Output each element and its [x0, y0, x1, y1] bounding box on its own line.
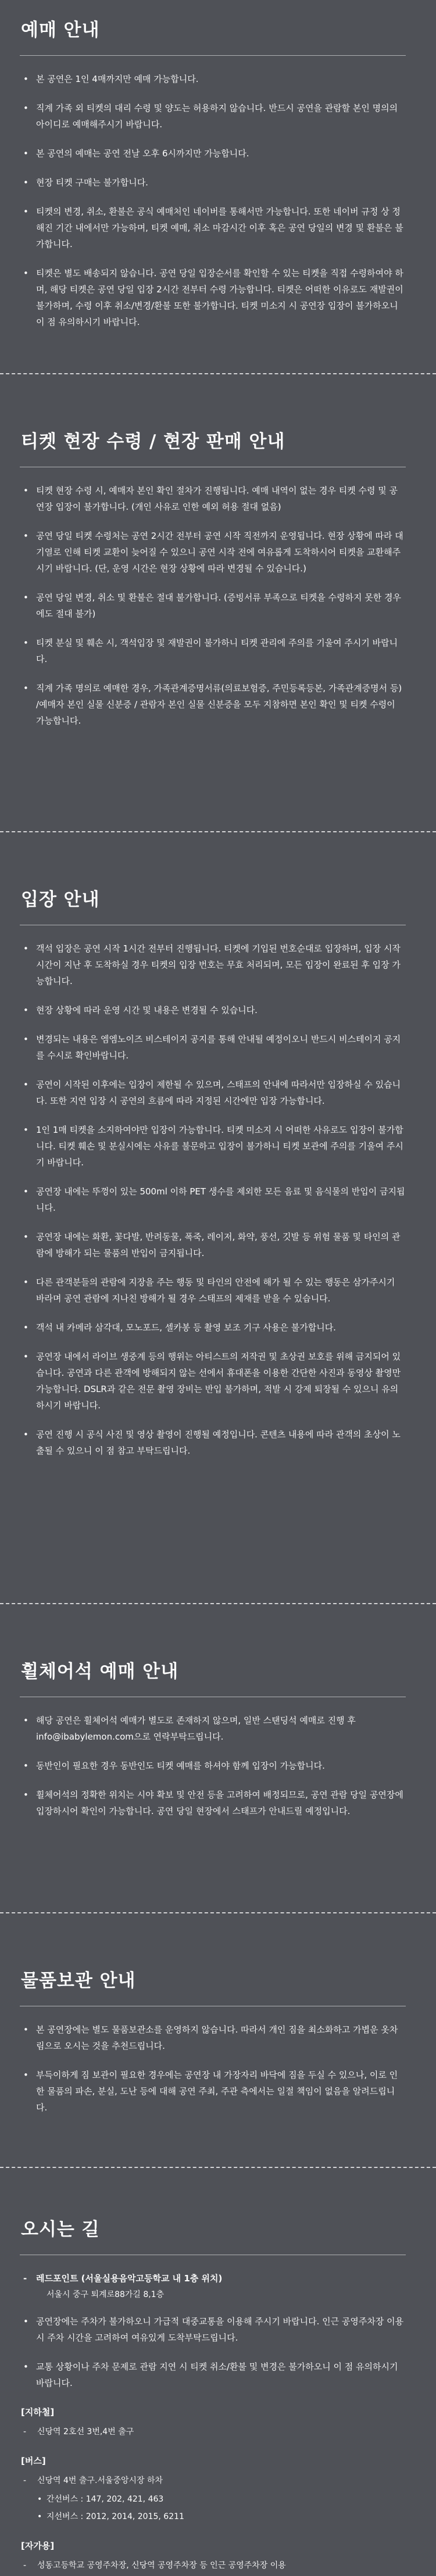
section-divider [0, 2167, 436, 2168]
list-item: • 객석 입장은 공연 시작 1시간 전부터 진행됩니다. 티켓에 기입된 번호순대로 입장하며, 입장 시작 시간이 지난 후 도착하실 경우 티켓의 입장 번호는 무효 처리되며, 모든 입장이 완료된 후 입장 가능합니다. [23, 943, 401, 987]
directions-title: 오시는 길 [21, 2219, 100, 2240]
wheelchair-title: 휠체어석 예매 안내 [21, 1661, 179, 1682]
section-divider [0, 1603, 436, 1604]
section-divider [0, 373, 436, 374]
list-item: • 공연 진행 시 공식 사진 및 영상 촬영이 진행될 예정입니다. 콘텐츠 내용에 따라 관객의 초상이 노출될 수 있으니 이 점 참고 부탁드립니다. [23, 1429, 401, 1457]
list-item: • 현장 티켓 구매는 불가합니다. [23, 177, 148, 188]
reservation-section [0, 20, 436, 343]
wheelchair-list [20, 1712, 406, 1819]
list-item: • 티켓 분실 및 훼손 시, 객석입장 및 재발권이 불가하니 티켓 관리에 주의를 기울여 주시기 바랍니다. [23, 638, 398, 665]
list-item: • 직계 가족 외 티켓의 대리 수령 및 양도는 허용하지 않습니다. 반드시 공연을 관람할 본인 명의의 아이디로 예매해주시기 바랍니다. [23, 103, 398, 130]
list-item: • 간선버스 : 147, 202, 421, 463 [37, 2495, 164, 2505]
list-item: • 공연장에는 주차가 불가하오니 가급적 대중교통을 이용해 주시기 바랍니다. 인근 공영주차장 이용시 주차 시간을 고려하여 여유있게 도착부탁드립니다. [23, 2316, 404, 2344]
list-item: - 신당역 2호선 3번,4번 출구 [23, 2427, 134, 2437]
list-item: • 변경되는 내용은 엠엠노이즈 비스테이지 공지를 통해 안내될 예정이오니 반드시 비스테이지 공지를 수시로 확인바랍니다. [23, 1034, 401, 1061]
list-item: • 공연장 내에는 화환, 꽃다발, 반려동물, 폭죽, 레이저, 화약, 풍선, 깃발 등 위험 물품 및 타인의 관람에 방해가 되는 물품의 반입이 금지됩니다. [23, 1232, 401, 1259]
bus-stop-list [20, 2473, 406, 2489]
reservation-list [20, 71, 406, 330]
list-item: • 공연장 내에는 뚜껑이 있는 500ml 이하 PET 생수를 제외한 모든 음료 및 음식물의 반입이 금지됩니다. [23, 1186, 405, 1214]
directions-section [0, 2219, 436, 2576]
list-item: • 교통 상황이나 주차 문제로 관람 지연 시 티켓 취소/환불 및 변경은 불가하오니 이 점 유의하시기 바랍니다. [23, 2362, 398, 2389]
list-item: • 공연이 시작된 이후에는 입장이 제한될 수 있으며, 스태프의 안내에 따라서만 입장하실 수 있습니다. 또한 지연 입장 시 공연의 흐름에 따라 지정된 시간에만 입장 가능합니다. [23, 1079, 401, 1107]
list-item: • 티켓은 별도 배송되지 않습니다. 공연 당일 입장순서를 확인할 수 있는 티켓을 직접 수령하여야 하며, 해당 티켓은 공연 당일 입장 2시간 전부터 수령 가능합니다. 티켓은 어떠한 이유로도 재발권이 불가하며, 수령 이후 취소/변경/환불 또한 불가합니다. 티켓 미소지 시 공연장 입장이 불가하오니 이 점 유의하시기 바랍니다. [23, 268, 403, 328]
list-item: • 동반인이 필요한 경우 동반인도 티켓 예매를 하셔야 함께 입장이 가능합니다. [23, 1761, 325, 1772]
ticket-pickup-title: 티켓 현장 수령 / 현장 판매 안내 [21, 431, 285, 452]
section-divider [0, 831, 436, 832]
storage-section [0, 1970, 436, 2128]
reservation-title-rule [20, 55, 406, 56]
venue-address: 서울시 중구 퇴계로88가길 8,1층 [47, 2290, 165, 2300]
list-item: • 부득이하게 짐 보관이 필요한 경우에는 공연장 내 가장자리 바닥에 짐을 두실 수 있으나, 이로 인한 물품의 파손, 분실, 도난 등에 대해 공연 주최, 주관 측에서는 일절 책임이 없음을 알려드립니다. [23, 2070, 398, 2113]
admission-section [0, 889, 436, 1472]
list-item: - 성동고등학교 공영주차장, 신당역 공영주차장 등 인근 공영주차장 이용 [23, 2561, 286, 2571]
list-item: • 공연 당일 티켓 수령처는 공연 2시간 전부터 공연 시작 직전까지 운영됩니다. 현장 상황에 따라 대기열로 인해 티켓 교환이 늦어질 수 있으니 공연 시작 전에 여유롭게 도착하시어 티켓을 교환해주시기 바랍니다. (단, 운영 시간은 현장 상황에 따라 변경될 수 있습니다.) [23, 531, 403, 574]
bus-label: [버스] [21, 2456, 46, 2467]
list-item: • 공연장 내에서 라이브 생중계 등의 행위는 아티스트의 저작권 및 초상권 보호를 위해 금지되어 있습니다. 공연과 다른 관객에 방해되지 않는 선에서 휴대폰을 이용한 간단한 사진과 동영상 촬영만 가능합니다. DSLR과 같은 전문 촬영 장비는 반입 불가하며, 적발 시 강제 퇴장될 수 있으니 유의하시기 바랍니다. [23, 1351, 401, 1411]
directions-list [20, 2313, 406, 2391]
subway-label: [지하철] [21, 2407, 55, 2418]
list-item: • 본 공연장에는 별도 물품보관소를 운영하지 않습니다. 따라서 개인 짐을 최소화하고 가볍운 옷차림으로 오시는 것을 추천드립니다. [23, 2024, 398, 2052]
list-item: • 직계 가족 명의로 예매한 경우, 가족관계증명서류(의료보험증, 주민등록등본, 가족관계증명서 등) /예매자 본인 실물 신분증 / 관람자 본인 실물 신분증을 모두 지참하면 본인 확인 및 티켓 수령이 가능합니다. [23, 683, 402, 727]
list-item: • 현장 상황에 따라 운영 시간 및 내용은 변경될 수 있습니다. [23, 1005, 258, 1016]
list-item: • 해당 공연은 휠체어석 예매가 별도로 존재하지 않으며, 일반 스탠딩석 예매로 진행 후 info@ibabylemon.com으로 연락부탁드립니다. [23, 1715, 356, 1743]
list-item: • 공연 당일 변경, 취소 및 환불은 절대 불가합니다. (증빙서류 부족으로 티켓을 수령하지 못한 경우에도 절대 불가) [23, 592, 401, 620]
venue-name: - 레드포인트 (서울실용음악고등학교 내 1층 위치) [23, 2273, 223, 2284]
list-item: • 1인 1매 티켓을 소지하여야만 입장이 가능합니다. 티켓 미소지 시 어떠한 사유로도 입장이 불가합니다. 티켓 훼손 및 분실시에는 사유를 불문하고 입장이 불가하니 티켓 보관에 주의를 기울여 주시기 바랍니다. [23, 1125, 403, 1168]
car-label: [자가용] [21, 2541, 55, 2552]
list-item: • 휠체어석의 정확한 위치는 시야 확보 및 안전 등을 고려하여 배정되므로, 공연 관람 당일 공연장에 입장하시어 확인이 가능합니다. 공연 당일 현장에서 스태프가 안내드릴 예정입니다. [23, 1790, 403, 1817]
wheelchair-section [0, 1661, 436, 1832]
admission-list [20, 940, 406, 1459]
ticket-pickup-section [0, 431, 436, 742]
bus-route-list [20, 2491, 406, 2525]
list-item: • 지선버스 : 2012, 2014, 2015, 6211 [37, 2512, 184, 2522]
storage-list [20, 2022, 406, 2116]
list-item: • 본 공연의 예매는 공연 전날 오후 6시까지만 가능합니다. [23, 148, 249, 159]
list-item: • 티켓 현장 수령 시, 예매자 본인 확인 절차가 진행됩니다. 예매 내역이 없는 경우 티켓 수령 및 공연장 입장이 불가합니다. (개인 사유로 인한 예외 허용 절대 없음) [23, 485, 398, 513]
car-list [20, 2557, 406, 2574]
list-item: • 다른 관객분들의 관람에 지장을 주는 행동 및 타인의 안전에 해가 될 수 있는 행동은 삼가주시기 바라며 공연 관람에 지나친 방해가 될 경우 스태프의 제재를 받을 수 있습니다. [23, 1277, 395, 1304]
admission-title: 입장 안내 [21, 889, 100, 910]
list-item: • 티켓의 변경, 취소, 환불은 공식 예매처인 네이버를 통해서만 가능합니다. 또한 네이버 규정 상 정해진 기간 내에서만 가능하며, 티켓 예매, 취소 마감시간 이후 혹은 공연 당일의 변경 및 환불은 불가합니다. [23, 206, 403, 250]
subway-list [20, 2424, 406, 2440]
reservation-title: 예매 안내 [21, 20, 100, 41]
list-item: • 객석 내 카메라 삼각대, 모노포드, 셀카봉 등 촬영 보조 기구 사용은 불가합니다. [23, 1322, 336, 1333]
section-divider [0, 1912, 436, 1913]
list-item: - 신당역 4번 출구.서울중앙시장 하차 [23, 2476, 163, 2486]
list-item: • 본 공연은 1인 4매까지만 예매 가능합니다. [23, 74, 199, 85]
ticket-pickup-list [20, 482, 406, 729]
storage-title: 물품보관 안내 [21, 1970, 136, 1991]
